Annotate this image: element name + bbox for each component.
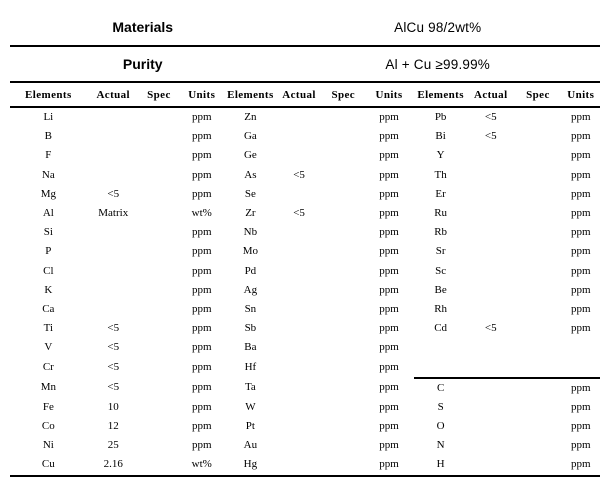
- spec-value: [140, 398, 178, 417]
- actual-value: [275, 417, 322, 436]
- element-symbol: Sb: [244, 322, 257, 335]
- actual-value: <5: [107, 187, 120, 200]
- spec-value: [323, 378, 364, 398]
- table-row: [10, 204, 600, 223]
- units-value: ppm: [379, 130, 399, 143]
- element-symbol: W: [245, 400, 256, 413]
- actual-value: <5: [107, 361, 120, 374]
- units-value: ppm: [379, 187, 399, 200]
- spec-value: [140, 281, 178, 300]
- units-value: ppm: [570, 322, 591, 335]
- units-value: ppm: [570, 207, 591, 220]
- units-value: ppm: [379, 420, 399, 433]
- element-symbol: Pt: [245, 420, 255, 433]
- spec-value: [140, 417, 178, 436]
- table-row: [10, 185, 600, 204]
- spec-value: [140, 166, 178, 185]
- table-row: [10, 300, 600, 319]
- units-value: ppm: [191, 400, 212, 413]
- units-value: ppm: [191, 420, 212, 433]
- element-symbol: O: [436, 420, 445, 433]
- spec-value: [140, 185, 178, 204]
- col-header-units: Units: [364, 82, 414, 107]
- actual-value: [87, 166, 140, 185]
- element-symbol: N: [436, 439, 445, 452]
- units-value: ppm: [191, 302, 212, 315]
- element-symbol: Li: [43, 111, 54, 124]
- table-row: [10, 357, 600, 377]
- spec-value: [323, 319, 364, 338]
- actual-value: [467, 166, 514, 185]
- element-symbol: Ni: [42, 439, 54, 452]
- units-value: ppm: [191, 341, 212, 354]
- element-symbol: Hg: [225, 455, 275, 475]
- actual-value: 10: [107, 400, 119, 413]
- units-value: ppm: [562, 455, 600, 475]
- table-row: [10, 455, 600, 475]
- spec-value: [323, 300, 364, 319]
- spec-value: [140, 319, 178, 338]
- units-value: ppm: [379, 111, 399, 124]
- element-symbol: Pd: [244, 264, 257, 277]
- actual-value: [467, 378, 514, 398]
- spec-value: [140, 204, 178, 223]
- actual-value: [467, 242, 514, 261]
- table-row: [10, 398, 600, 417]
- spec-value: [514, 319, 561, 338]
- element-symbol: Th: [434, 168, 447, 181]
- spec-value: [323, 455, 364, 475]
- spec-value: [514, 357, 561, 377]
- actual-value: <5: [293, 207, 305, 220]
- spec-value: [323, 107, 364, 127]
- spec-value: [140, 223, 178, 242]
- actual-value: [87, 242, 140, 261]
- column-header-row: [10, 82, 600, 107]
- element-symbol: Bi: [435, 130, 446, 143]
- spec-value: [323, 242, 364, 261]
- element-symbol: Zr: [245, 207, 256, 220]
- units-value: ppm: [364, 455, 414, 475]
- element-symbol: S: [437, 400, 444, 413]
- units-value: ppm: [570, 149, 591, 162]
- col-header-spec: Spec: [323, 82, 364, 107]
- spec-value: [140, 262, 178, 281]
- element-symbol: Fe: [42, 400, 54, 413]
- element-symbol: V: [44, 341, 53, 354]
- units-value: ppm: [570, 245, 591, 258]
- units-value: ppm: [191, 130, 212, 143]
- table-row: [10, 107, 600, 127]
- units-value: ppm: [191, 245, 212, 258]
- spec-value: [140, 338, 178, 357]
- actual-value: [467, 338, 514, 357]
- element-symbol: Ag: [243, 283, 258, 296]
- actual-value: [467, 262, 514, 281]
- actual-value: [87, 281, 140, 300]
- units-value: ppm: [191, 439, 212, 452]
- spec-value: [323, 146, 364, 165]
- table-row: [10, 319, 600, 338]
- element-symbol: Er: [435, 187, 446, 200]
- col-header-spec: Spec: [140, 82, 178, 107]
- element-symbol: B: [44, 130, 53, 143]
- element-symbol: Co: [41, 420, 55, 433]
- units-value: wt%: [178, 455, 225, 475]
- actual-value: [467, 357, 514, 377]
- spec-value: [514, 455, 561, 475]
- col-header-elements: Elements: [414, 82, 467, 107]
- units-value: ppm: [191, 381, 212, 394]
- actual-value: [467, 417, 514, 436]
- actual-value: [275, 357, 322, 377]
- col-header-spec: Spec: [514, 82, 561, 107]
- actual-value: [275, 378, 322, 398]
- spec-value: [514, 127, 561, 146]
- actual-value: [467, 455, 514, 475]
- element-symbol: Si: [43, 226, 53, 239]
- units-value: [562, 338, 600, 357]
- actual-value: [87, 300, 140, 319]
- actual-value: [275, 455, 322, 475]
- materials-row: [10, 9, 600, 46]
- actual-value: <5: [484, 111, 497, 124]
- element-symbol: Sc: [435, 264, 447, 277]
- table-row: [10, 146, 600, 165]
- spec-value: [323, 166, 364, 185]
- element-symbol: Cl: [43, 264, 54, 277]
- spec-value: [514, 166, 561, 185]
- actual-value: <5: [107, 381, 120, 394]
- purity-row: [10, 46, 600, 82]
- actual-value: 12: [107, 420, 119, 433]
- units-value: ppm: [191, 283, 212, 296]
- element-symbol: Rb: [434, 226, 448, 239]
- element-symbol: Pb: [434, 111, 447, 124]
- actual-value: [467, 146, 514, 165]
- spec-value: [514, 242, 561, 261]
- spec-value: [323, 338, 364, 357]
- units-value: ppm: [379, 168, 399, 181]
- actual-value: [87, 146, 140, 165]
- col-header-elements: Elements: [10, 82, 87, 107]
- actual-value: [275, 300, 322, 319]
- units-value: ppm: [570, 111, 591, 124]
- actual-value: [87, 223, 140, 242]
- units-value: [562, 357, 600, 377]
- spec-value: [140, 242, 178, 261]
- element-symbol: [414, 357, 467, 377]
- spec-value: [323, 398, 364, 417]
- units-value: ppm: [570, 264, 591, 277]
- units-value: ppm: [570, 187, 591, 200]
- units-value: ppm: [570, 168, 591, 181]
- units-value: ppm: [191, 361, 212, 374]
- element-symbol: Au: [243, 439, 258, 452]
- units-value: ppm: [191, 264, 212, 277]
- units-value: ppm: [570, 381, 591, 394]
- units-value: ppm: [379, 264, 399, 277]
- spec-value: [323, 204, 364, 223]
- actual-value: <5: [484, 322, 497, 335]
- element-symbol: F: [45, 149, 52, 162]
- element-symbol: Ga: [243, 130, 257, 143]
- actual-value: [467, 185, 514, 204]
- actual-value: [275, 262, 322, 281]
- element-symbol: Zn: [244, 111, 257, 124]
- actual-value: <5: [484, 130, 497, 143]
- spec-value: [514, 378, 561, 398]
- units-value: ppm: [379, 302, 399, 315]
- spec-value: [514, 338, 561, 357]
- spec-value: [323, 185, 364, 204]
- actual-value: [275, 127, 322, 146]
- actual-value: [275, 281, 322, 300]
- actual-value: [275, 146, 322, 165]
- spec-value: [140, 107, 178, 127]
- spec-value: [140, 146, 178, 165]
- element-symbol: Ru: [434, 207, 448, 220]
- element-symbol: As: [244, 168, 257, 181]
- element-symbol: Cr: [42, 361, 54, 374]
- units-value: ppm: [570, 283, 591, 296]
- element-symbol: Cd: [434, 322, 448, 335]
- units-value: ppm: [570, 302, 591, 315]
- units-value: ppm: [379, 341, 399, 354]
- spec-value: [140, 455, 178, 475]
- table-row: [10, 127, 600, 146]
- element-symbol: Sr: [435, 245, 446, 258]
- col-header-actual: Actual: [275, 82, 322, 107]
- element-symbol: Se: [244, 187, 256, 200]
- actual-value: Matrix: [98, 207, 129, 220]
- element-symbol: Hf: [244, 361, 257, 374]
- col-header-units: Units: [562, 82, 600, 107]
- element-symbol: Ca: [42, 302, 55, 315]
- purity-label: Purity: [10, 46, 275, 82]
- element-symbol: Mg: [40, 187, 56, 200]
- element-symbol: C: [436, 381, 445, 394]
- units-value: ppm: [191, 149, 212, 162]
- spec-value: [140, 300, 178, 319]
- actual-value: [275, 242, 322, 261]
- element-symbol: Y: [436, 149, 445, 162]
- actual-value: [87, 262, 140, 281]
- element-symbol: K: [44, 283, 53, 296]
- spec-value: [323, 436, 364, 455]
- units-value: ppm: [191, 168, 212, 181]
- table-row: [10, 262, 600, 281]
- table-row: [10, 436, 600, 455]
- actual-value: [275, 223, 322, 242]
- spec-value: [514, 417, 561, 436]
- actual-value: [275, 185, 322, 204]
- elements-table-body: [10, 107, 600, 476]
- table-row: [10, 242, 600, 261]
- actual-value: [467, 398, 514, 417]
- spec-value: [514, 262, 561, 281]
- units-value: ppm: [379, 322, 399, 335]
- element-symbol: Ti: [43, 322, 54, 335]
- actual-value: [275, 398, 322, 417]
- spec-value: [140, 378, 178, 398]
- actual-value: [467, 300, 514, 319]
- actual-value: [275, 319, 322, 338]
- element-symbol: Mo: [242, 245, 259, 258]
- element-symbol: Ge: [243, 149, 257, 162]
- spec-value: [514, 204, 561, 223]
- units-value: ppm: [379, 381, 399, 394]
- units-value: wt%: [191, 207, 212, 220]
- actual-value: [275, 436, 322, 455]
- table-row: [10, 378, 600, 398]
- element-symbol: Ba: [244, 341, 257, 354]
- units-value: ppm: [570, 439, 591, 452]
- materials-value: AlCu 98/2wt%: [275, 9, 600, 46]
- units-value: ppm: [379, 361, 399, 374]
- units-value: ppm: [570, 400, 591, 413]
- col-header-actual: Actual: [467, 82, 514, 107]
- purity-table: [10, 9, 600, 477]
- actual-value: [275, 107, 322, 127]
- table-row: [10, 281, 600, 300]
- element-symbol: Nb: [243, 226, 258, 239]
- actual-value: <5: [293, 168, 305, 181]
- actual-value: <5: [107, 322, 120, 335]
- element-symbol: H: [414, 455, 467, 475]
- actual-value: [467, 204, 514, 223]
- spec-value: [514, 185, 561, 204]
- units-value: ppm: [379, 207, 399, 220]
- units-value: ppm: [191, 322, 212, 335]
- units-value: ppm: [191, 187, 212, 200]
- element-symbol: P: [45, 245, 52, 258]
- spec-value: [323, 357, 364, 377]
- spec-value: [514, 300, 561, 319]
- element-symbol: Na: [41, 168, 55, 181]
- spec-value: [323, 417, 364, 436]
- units-value: ppm: [379, 439, 399, 452]
- actual-value: 25: [107, 439, 119, 452]
- spec-value: [514, 146, 561, 165]
- spec-value: [514, 107, 561, 127]
- actual-value: [467, 281, 514, 300]
- spec-value: [514, 398, 561, 417]
- units-value: ppm: [570, 420, 591, 433]
- element-symbol: Mn: [40, 381, 56, 394]
- element-symbol: Ta: [244, 381, 256, 394]
- materials-label: Materials: [10, 9, 275, 46]
- element-symbol: Al: [42, 207, 54, 220]
- purity-value: Al + Cu ≥99.99%: [275, 46, 600, 82]
- element-symbol: Cu: [10, 455, 87, 475]
- table-row: [10, 223, 600, 242]
- spec-value: [140, 436, 178, 455]
- table-row: [10, 417, 600, 436]
- units-value: ppm: [570, 130, 591, 143]
- spec-value: [140, 127, 178, 146]
- actual-value: [467, 436, 514, 455]
- table-row: [10, 166, 600, 185]
- units-value: ppm: [570, 226, 591, 239]
- spec-value: [323, 127, 364, 146]
- spec-value: [323, 281, 364, 300]
- units-value: ppm: [191, 111, 212, 124]
- units-value: ppm: [379, 149, 399, 162]
- col-header-elements: Elements: [225, 82, 275, 107]
- spec-value: [140, 357, 178, 377]
- spec-value: [323, 262, 364, 281]
- actual-value: [87, 107, 140, 127]
- element-symbol: [414, 338, 467, 357]
- spec-value: [514, 281, 561, 300]
- units-value: ppm: [379, 245, 399, 258]
- col-header-actual: Actual: [87, 82, 140, 107]
- table-row: [10, 338, 600, 357]
- element-symbol: Sn: [244, 302, 257, 315]
- units-value: ppm: [379, 400, 399, 413]
- col-header-units: Units: [178, 82, 225, 107]
- spec-value: [514, 436, 561, 455]
- units-value: ppm: [379, 283, 399, 296]
- spec-value: [323, 223, 364, 242]
- spec-value: [514, 223, 561, 242]
- units-value: ppm: [379, 226, 399, 239]
- actual-value: 2.16: [87, 455, 140, 475]
- units-value: ppm: [191, 226, 212, 239]
- element-symbol: Be: [434, 283, 447, 296]
- actual-value: <5: [107, 341, 120, 354]
- actual-value: [467, 223, 514, 242]
- actual-value: [87, 127, 140, 146]
- element-symbol: Rh: [434, 302, 448, 315]
- actual-value: [275, 338, 322, 357]
